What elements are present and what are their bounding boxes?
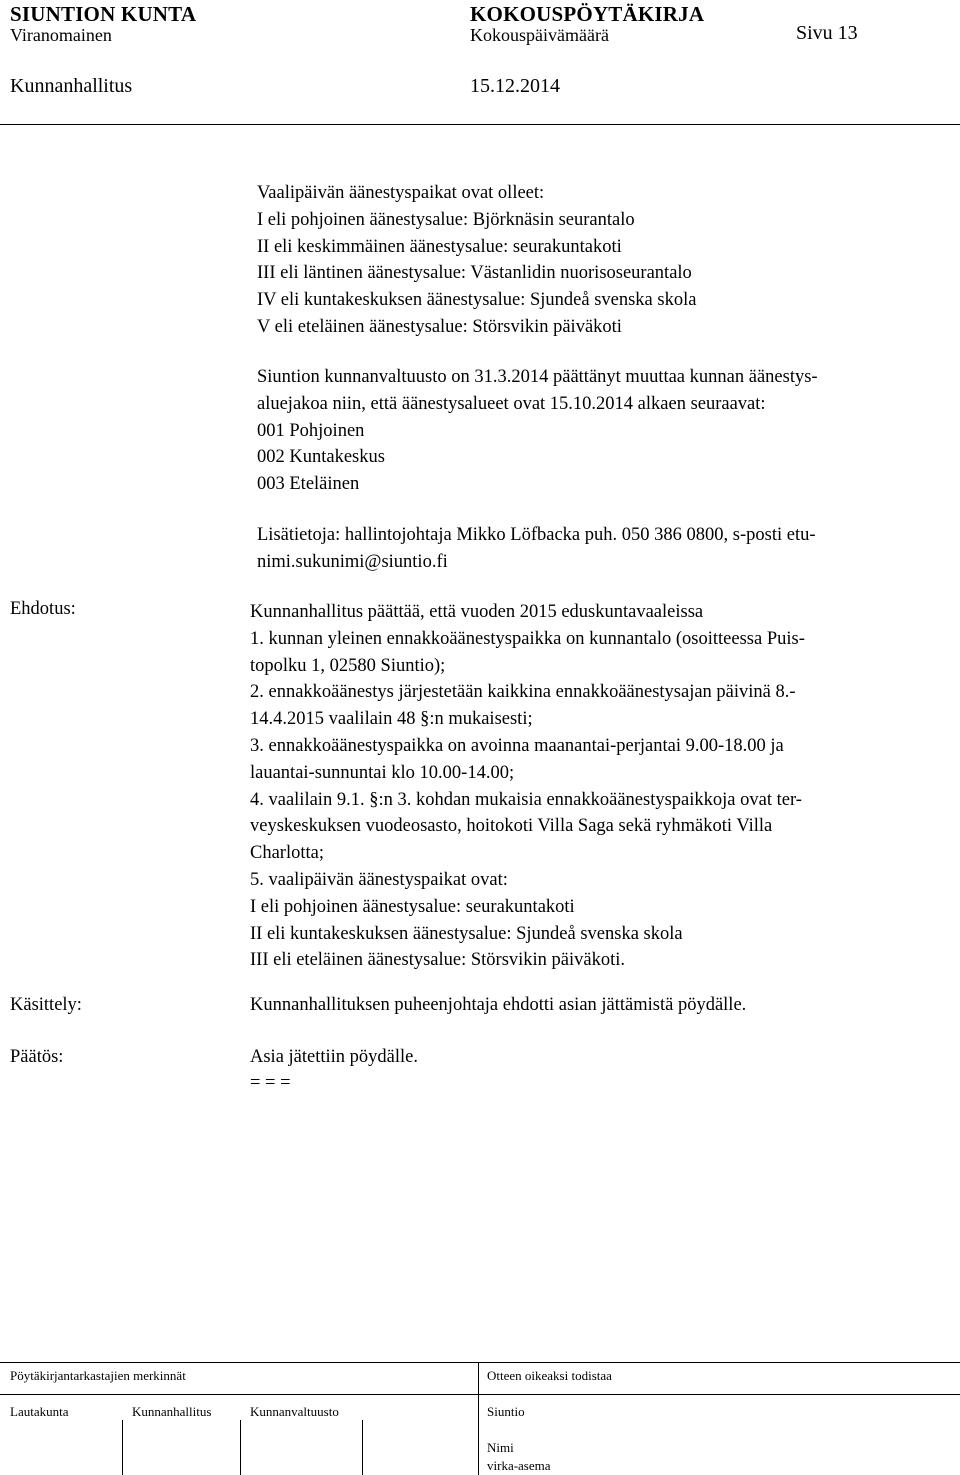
text-line: 14.4.2015 vaalilain 48 §:n mukaisesti; <box>250 709 533 730</box>
text-line: 3. ennakkoäänestyspaikka on avoinna maanantai-perjantai 9.00-18.00 ja <box>250 735 784 756</box>
footer-middle-line <box>0 1394 960 1395</box>
end-mark: = = = <box>250 1073 291 1093</box>
text-line: 5. vaalipäivän äänestyspaikat ovat: <box>250 869 508 890</box>
page-number: Sivu 13 <box>796 22 858 44</box>
footer-col-divider <box>362 1420 363 1475</box>
proposal-text <box>250 599 805 974</box>
text-line: V eli eteläinen äänestysalue: Störsvikin päiväkoti <box>257 316 622 337</box>
position-label: virka-asema <box>487 1458 551 1473</box>
text-line: nimi.sukunimi@siuntio.fi <box>257 551 448 572</box>
text-line: 1. kunnan yleinen ennakkoäänestyspaikka on kunnantalo (osoitteessa Puis- <box>250 628 805 649</box>
text-line: I eli pohjoinen äänestysalue: seurakuntakoti <box>250 896 575 917</box>
text-line: III eli eteläinen äänestysalue: Störsvikin päiväkoti. <box>250 950 626 971</box>
text-line: topolku 1, 02580 Siuntio); <box>250 655 446 676</box>
text-line: 003 Eteläinen <box>257 474 360 495</box>
authority-name: Kunnanhallitus <box>10 75 133 97</box>
footer-top-line <box>0 1362 960 1363</box>
text-line: veyskeskuksen vuodeosasto, hoitokoti Villa Saga sekä ryhmäkoti Villa <box>250 816 773 837</box>
additional-info <box>257 522 816 576</box>
col-kunnanhallitus: Kunnanhallitus <box>132 1404 212 1419</box>
text-line: 4. vaalilain 9.1. §:n 3. kohdan mukaisia ennakkoäänestyspaikkoja ovat ter- <box>250 789 802 810</box>
document-type: KOKOUSPÖYTÄKIRJA <box>470 2 705 26</box>
text-line: aluejakoa niin, että äänestysalueet ovat 15.10.2014 alkaen seuraavat: <box>257 393 766 414</box>
text-line: II eli kuntakeskuksen äänestysalue: Sjundeå svenska skola <box>250 923 683 944</box>
decision-text: Asia jätettiin pöydälle. <box>250 1047 418 1067</box>
text-line: Siuntion kunnanvaltuusto on 31.3.2014 päättänyt muuttaa kunnan äänestys- <box>257 367 818 387</box>
text-line: III eli läntinen äänestysalue: Västanlidin nuorisoseurantalo <box>257 263 692 284</box>
place: Siuntio <box>487 1404 525 1419</box>
text-line: I eli pohjoinen äänestysalue: Björknäsin seurantalo <box>257 209 635 230</box>
footer-col-divider <box>240 1420 241 1475</box>
text-line: Charlotta; <box>250 843 324 864</box>
text-line: 002 Kuntakeskus <box>257 447 385 468</box>
org-name: SIUNTION KUNTA <box>10 2 197 26</box>
decision-label: Päätös: <box>10 1047 64 1067</box>
text-line: lauantai-sunnuntai klo 10.00-14.00; <box>250 762 515 783</box>
name-label: Nimi <box>487 1440 514 1455</box>
certified-copy-label: Otteen oikeaksi todistaa <box>487 1368 612 1383</box>
text-line: 001 Pohjoinen <box>257 420 365 441</box>
checkers-label: Pöytäkirjantarkastajien merkinnät <box>10 1368 186 1383</box>
meeting-date: 15.12.2014 <box>470 75 560 97</box>
previous-polling-stations <box>257 180 696 341</box>
date-label: Kokouspäivämäärä <box>470 25 609 45</box>
footer-vertical-divider <box>478 1362 479 1475</box>
handling-label: Käsittely: <box>10 995 82 1015</box>
authority-label: Viranomainen <box>10 25 112 45</box>
text-line: II eli keskimmäinen äänestysalue: seurakuntakoti <box>257 236 622 257</box>
col-lautakunta: Lautakunta <box>10 1404 69 1419</box>
council-decision <box>257 364 818 498</box>
text-line: Lisätietoja: hallintojohtaja Mikko Löfbacka puh. 050 386 0800, s-posti etu- <box>257 525 816 545</box>
footer-col-divider <box>122 1420 123 1475</box>
text-line: Vaalipäivän äänestyspaikat ovat olleet: <box>257 183 545 203</box>
handling-text: Kunnanhallituksen puheenjohtaja ehdotti asian jättämistä pöydälle. <box>250 995 747 1015</box>
proposal-label: Ehdotus: <box>10 599 76 619</box>
col-kunnanvaltuusto: Kunnanvaltuusto <box>250 1404 339 1419</box>
text-line: IV eli kuntakeskuksen äänestysalue: Sjundeå svenska skola <box>257 290 697 311</box>
text-line: Kunnanhallitus päättää, että vuoden 2015 eduskuntavaaleissa <box>250 602 704 622</box>
text-line: 2. ennakkoäänestys järjestetään kaikkina ennakkoäänestysajan päivinä 8.- <box>250 682 796 703</box>
header-divider <box>0 124 960 125</box>
